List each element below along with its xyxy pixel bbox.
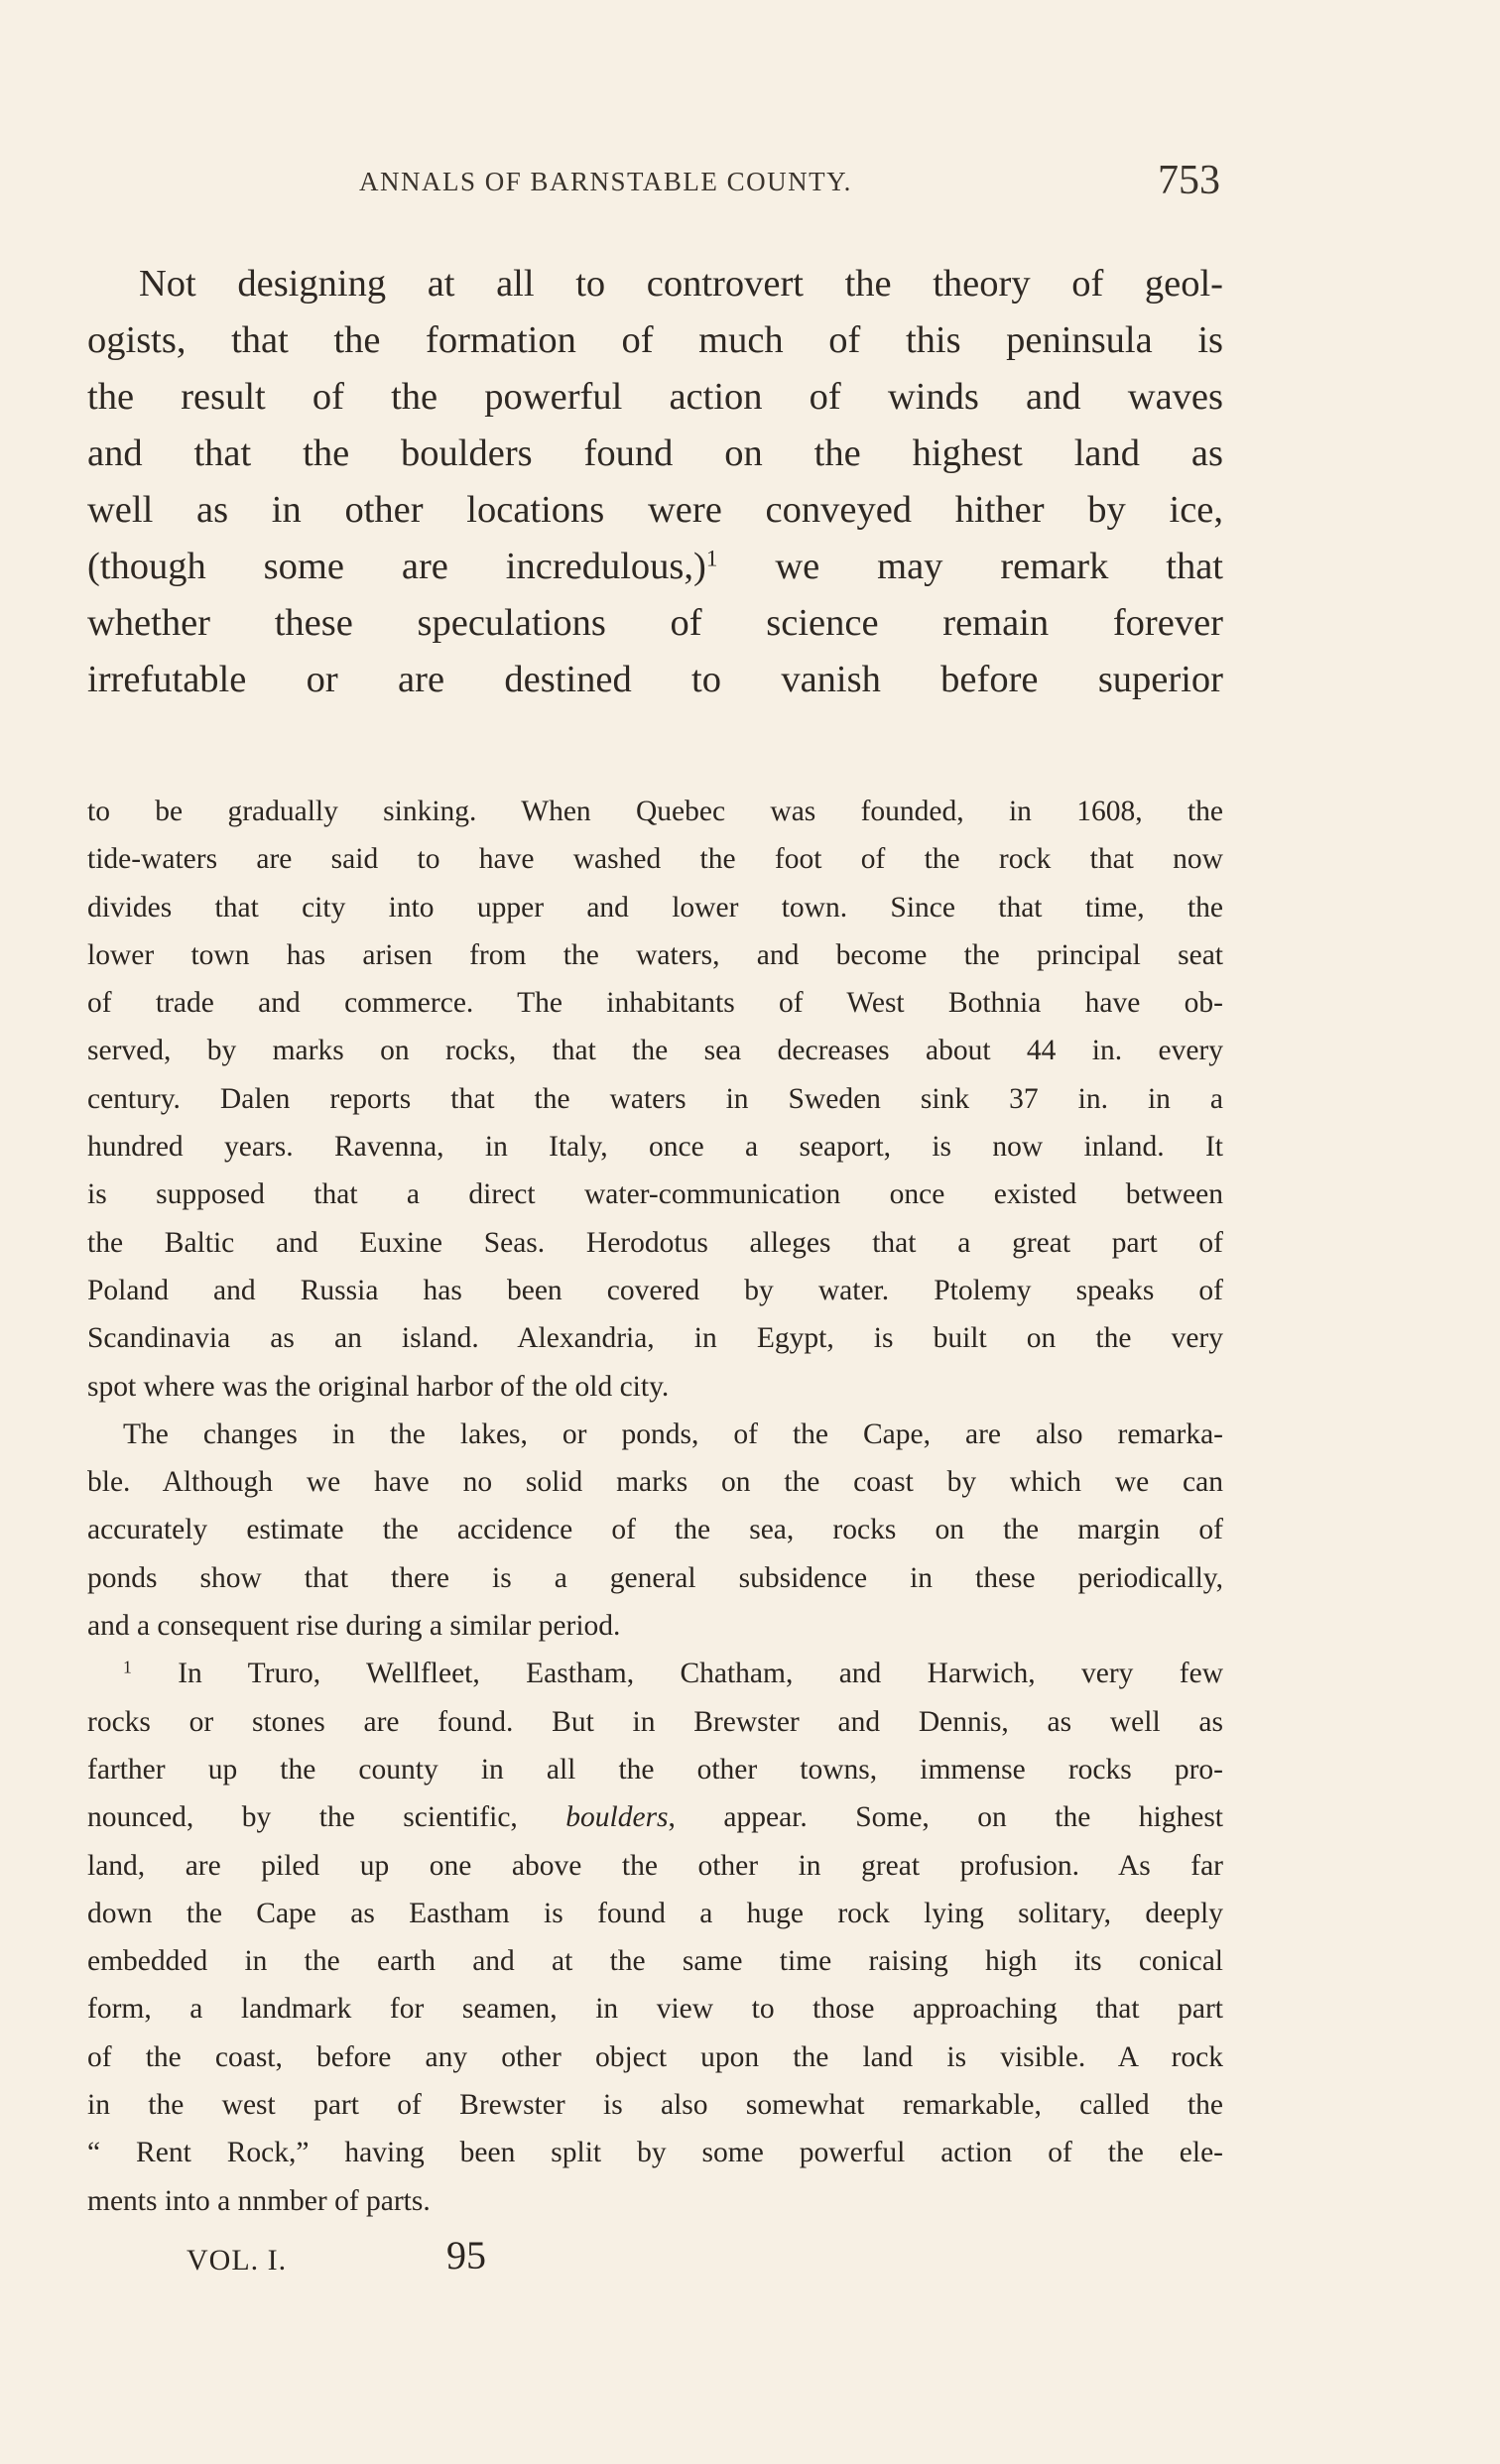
note-line: farther up the county in all the other towns, immense rocks pro- bbox=[87, 1753, 1223, 1786]
note-line: the Baltic and Euxine Seas. Herodotus alleges that a great part of bbox=[87, 1226, 1223, 1259]
footnote-reference: 1 bbox=[705, 545, 718, 571]
main-line: ogists, that the formation of much of this peninsula is bbox=[87, 319, 1223, 361]
main-line-part: we may remark that bbox=[775, 546, 1224, 587]
main-line bbox=[87, 539, 1223, 595]
note-line-part: In Truro, Wellfleet, Eastham, Chatham, and Harwich, very few bbox=[178, 1658, 1224, 1690]
note-line: down the Cape as Eastham is found a huge rock lying solitary, deeply bbox=[87, 1897, 1223, 1929]
note-line: form, a landmark for seamen, in view to those approaching that part bbox=[87, 1993, 1223, 2026]
footnote-marker: 1 bbox=[123, 1657, 132, 1677]
note-line: lower town has arisen from the waters, and become the principal seat bbox=[87, 938, 1223, 971]
note-line: land, are piled up one above the other in great profusion. As far bbox=[87, 1849, 1223, 1882]
footnotes bbox=[87, 788, 1223, 2225]
main-line: well as in other locations were conveyed hither by ice, bbox=[87, 489, 1223, 531]
volume-label: VOL. I. bbox=[187, 2244, 288, 2277]
note-line: rocks or stones are found. But in Brewster and Dennis, as well as bbox=[87, 1705, 1223, 1738]
note-line: spot where was the original harbor of the old city. bbox=[87, 1370, 670, 1403]
note-line: Scandinavia as an island. Alexandria, in Egypt, is built on the very bbox=[87, 1322, 1223, 1355]
note-line: of the coast, before any other object upon the land is visible. A rock bbox=[87, 2040, 1223, 2073]
note-line-part: nounced, by the scientific, bbox=[87, 1801, 518, 1834]
note-line: divides that city into upper and lower town. Since that time, the bbox=[87, 891, 1223, 924]
running-title: ANNALS OF BARNSTABLE COUNTY. bbox=[359, 167, 852, 196]
note-line: ble. Although we have no solid marks on the coast by which we can bbox=[87, 1466, 1223, 1499]
main-line: irrefutable or are destined to vanish before superior bbox=[87, 659, 1223, 700]
signature-mark bbox=[187, 2232, 544, 2281]
note-line: to be gradually sinking. When Quebec was founded, in 1608, the bbox=[87, 796, 1223, 827]
main-line: and that the boulders found on the highest land as bbox=[87, 432, 1223, 474]
note-line bbox=[87, 1650, 1223, 1697]
note-line: hundred years. Ravenna, in Italy, once a seaport, is now inland. It bbox=[87, 1131, 1223, 1164]
note-line: accurately estimate the accidence of the sea, rocks on the margin of bbox=[87, 1514, 1223, 1546]
note-line-part: , appear. Some, on the highest bbox=[668, 1801, 1223, 1834]
note-line: embedded in the earth and at the same time raising high its conical bbox=[87, 1945, 1223, 1978]
note-line: The changes in the lakes, or ponds, of the Cape, are also remarka- bbox=[123, 1417, 1223, 1450]
note-line bbox=[87, 1793, 1223, 1841]
note-line: “ Rent Rock,” having been split by some powerful action of the ele- bbox=[87, 2137, 1223, 2169]
note-line: is supposed that a direct water-communication once existed between bbox=[87, 1178, 1223, 1211]
italic-term: boulders bbox=[565, 1801, 669, 1834]
main-line: the result of the powerful action of winds and waves bbox=[87, 376, 1223, 418]
note-line: in the west part of Brewster is also somewhat remarkable, called the bbox=[87, 2089, 1223, 2122]
main-paragraph bbox=[87, 256, 1223, 708]
running-head bbox=[89, 157, 1220, 206]
note-line: tide-waters are said to have washed the foot of the rock that now bbox=[87, 843, 1223, 876]
note-line: served, by marks on rocks, that the sea decreases about 44 in. every bbox=[87, 1035, 1223, 1067]
main-line-part: (though some are incredulous,) bbox=[87, 546, 706, 587]
note-line: ments into a nnmber of parts. bbox=[87, 2184, 431, 2217]
note-line: century. Dalen reports that the waters in Sweden sink 37 in. in a bbox=[87, 1082, 1223, 1115]
page-number: 753 bbox=[1158, 158, 1220, 203]
sheet-number: 95 bbox=[446, 2233, 486, 2278]
note-line: Poland and Russia has been covered by water. Ptolemy speaks of bbox=[87, 1274, 1223, 1306]
note-line: of trade and commerce. The inhabitants of West Bothnia have ob- bbox=[87, 987, 1223, 1020]
note-line: and a consequent rise during a similar period. bbox=[87, 1610, 621, 1643]
main-line: Not designing at all to controvert the theory of geol- bbox=[139, 263, 1223, 305]
note-line: ponds show that there is a general subsidence in these periodically, bbox=[87, 1561, 1223, 1594]
main-line: whether these speculations of science remain forever bbox=[87, 602, 1223, 644]
